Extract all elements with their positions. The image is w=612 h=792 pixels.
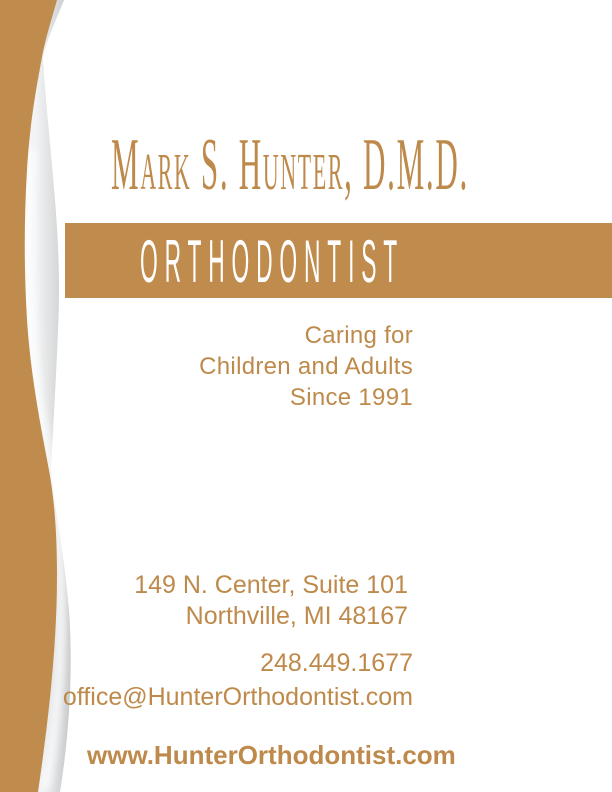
profession-band	[65, 223, 612, 298]
profession-title: ORTHODONTIST	[140, 228, 405, 295]
phone-number: 248.449.1677	[260, 649, 413, 677]
address-block	[134, 570, 408, 632]
tagline-line-3: Since 1991	[289, 384, 413, 411]
doctor-name	[111, 124, 612, 206]
email-address: office@HunterOrthodontist.com	[62, 683, 413, 711]
contact-block	[63, 646, 413, 714]
website-url: www.HunterOrthodontist.com	[87, 740, 456, 770]
tagline-line-2: Children and Adults	[199, 353, 413, 380]
address-line-1: 149 N. Center, Suite 101	[134, 571, 408, 599]
tagline-line-1: Caring for	[304, 322, 413, 349]
tagline-block	[199, 320, 413, 413]
address-line-2: Northville, MI 48167	[185, 602, 408, 630]
doctor-name-text: Mark S. Hunter, D.M.D.	[111, 124, 469, 206]
